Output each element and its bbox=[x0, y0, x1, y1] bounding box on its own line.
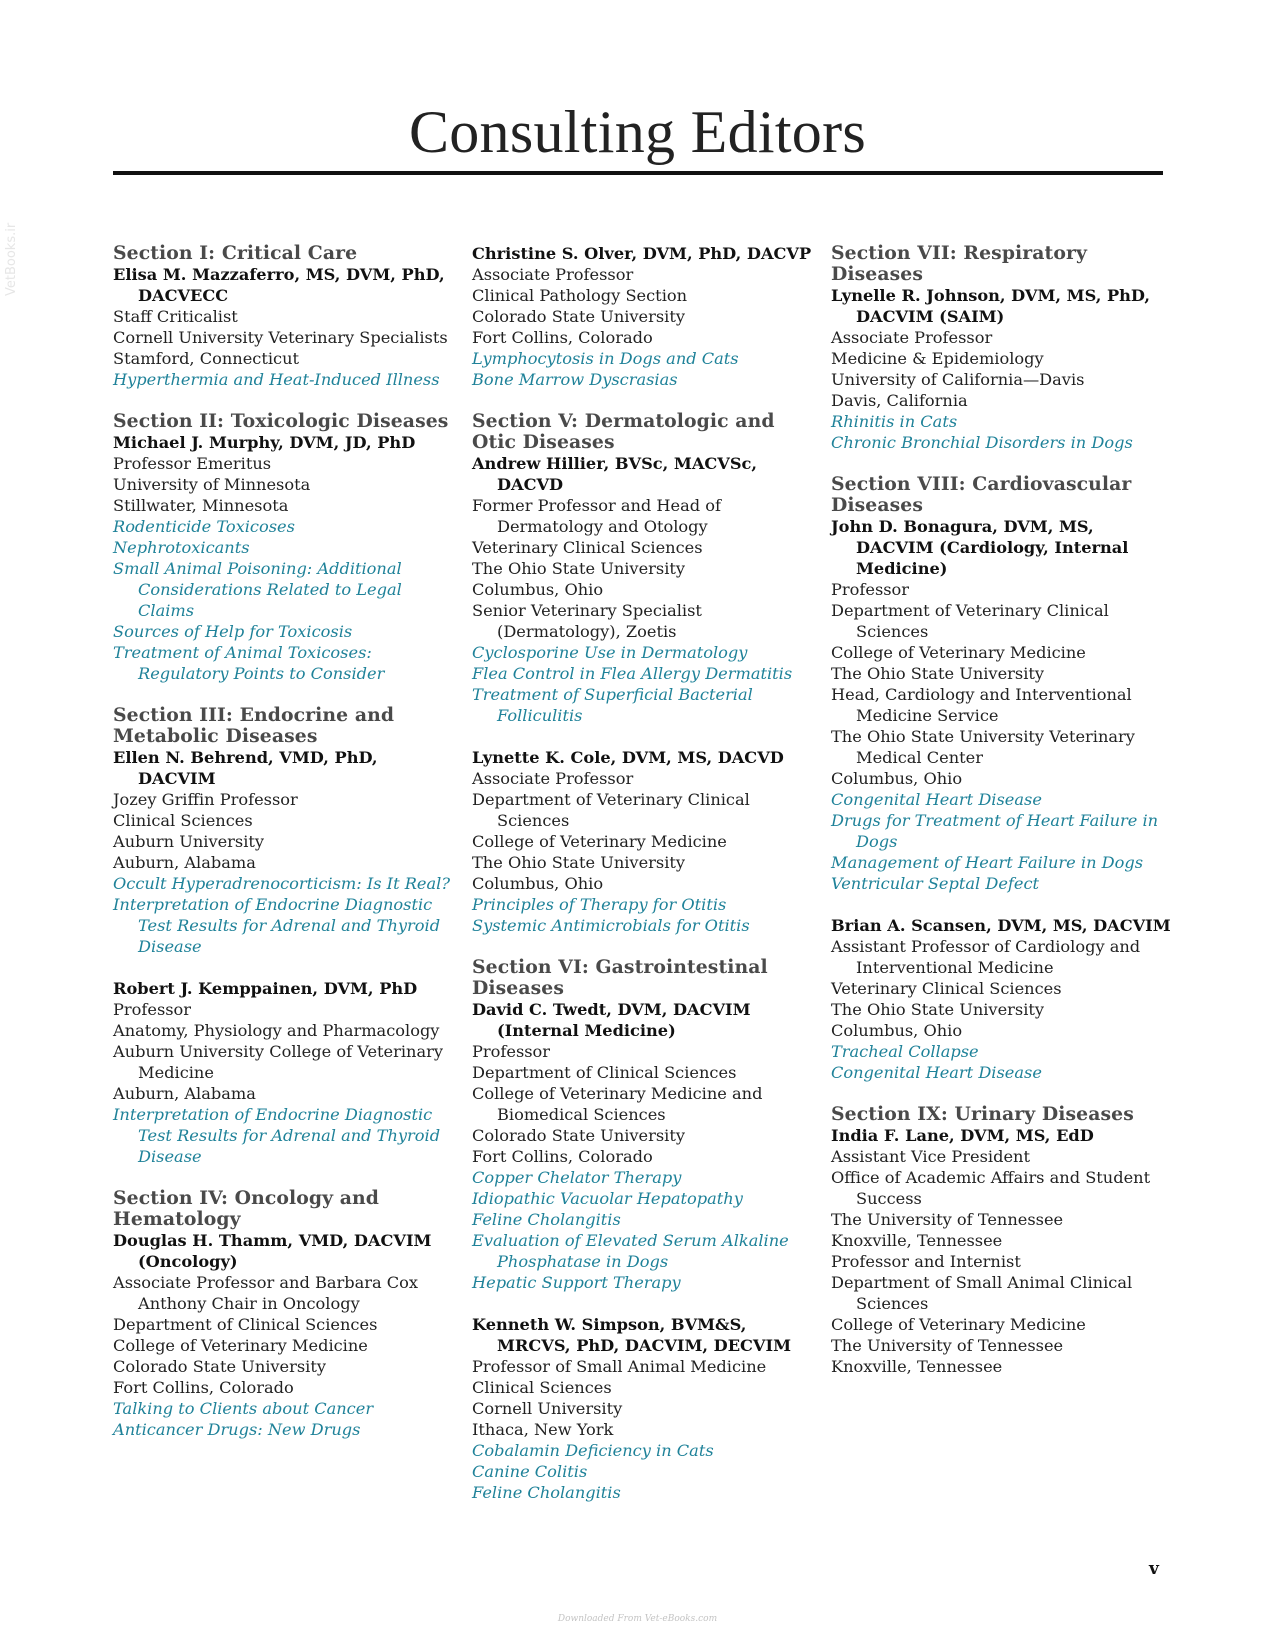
spacer bbox=[831, 453, 1176, 474]
spacer bbox=[831, 1083, 1176, 1104]
affiliation-line: Professor bbox=[113, 1000, 192, 1019]
affiliation-line: Clinical Sciences bbox=[472, 1378, 612, 1397]
affiliation-line: Davis, California bbox=[831, 391, 968, 410]
editor-name: Michael J. Murphy, DVM, JD, PhD bbox=[113, 433, 416, 452]
editors-column-2 bbox=[472, 243, 817, 1503]
affiliation-line: Associate Professor bbox=[831, 328, 993, 347]
editor-name: Lynette K. Cole, DVM, MS, DACVD bbox=[472, 748, 784, 767]
affiliation-line: Assistant Vice President bbox=[831, 1147, 1030, 1166]
affiliation-line: Associate Professor bbox=[472, 265, 634, 284]
affiliation-line: Department of Veterinary Clinical Sciences bbox=[472, 790, 750, 830]
spacer bbox=[113, 957, 458, 978]
editor-name: Robert J. Kemppainen, DVM, PhD bbox=[113, 979, 418, 998]
affiliation-line: Colorado State University bbox=[472, 1126, 686, 1145]
editor-name: Ellen N. Behrend, VMD, PhD, DACVIM bbox=[113, 748, 378, 788]
editor-name: Kenneth W. Simpson, BVM&S, MRCVS, PhD, DACVIM, DECVIM bbox=[472, 1315, 791, 1355]
affiliation-line: Department of Clinical Sciences bbox=[113, 1315, 378, 1334]
affiliation-line: Head, Cardiology and Interventional Medicine Service bbox=[831, 685, 1132, 725]
chapter-link[interactable]: Drugs for Treatment of Heart Failure in Dogs bbox=[831, 811, 1159, 851]
affiliation-line: Columbus, Ohio bbox=[831, 769, 963, 788]
affiliation-line: College of Veterinary Medicine bbox=[472, 832, 727, 851]
affiliation-line: Jozey Griffin Professor bbox=[113, 790, 298, 809]
section-heading: Section VIII: Cardiovascular Diseases bbox=[831, 473, 1132, 516]
chapter-link[interactable]: Treatment of Superficial Bacterial Folliculitis bbox=[472, 685, 753, 725]
affiliation-line: Office of Academic Affairs and Student Success bbox=[831, 1168, 1151, 1208]
chapter-link[interactable]: Canine Colitis bbox=[472, 1462, 588, 1481]
chapter-link[interactable]: Idiopathic Vacuolar Hepatopathy bbox=[472, 1189, 743, 1208]
affiliation-line: College of Veterinary Medicine and Biomedical Sciences bbox=[472, 1084, 763, 1124]
chapter-link[interactable]: Rhinitis in Cats bbox=[831, 412, 958, 431]
editors-column-3 bbox=[831, 243, 1176, 1377]
chapter-link[interactable]: Congenital Heart Disease bbox=[831, 790, 1042, 809]
spacer bbox=[831, 894, 1176, 915]
chapter-link[interactable]: Congenital Heart Disease bbox=[831, 1063, 1042, 1082]
affiliation-line: Medicine & Epidemiology bbox=[831, 349, 1044, 368]
editor-name: Lynelle R. Johnson, DVM, MS, PhD, DACVIM (SAIM) bbox=[831, 286, 1151, 326]
chapter-link[interactable]: Feline Cholangitis bbox=[472, 1483, 621, 1502]
affiliation-line: Professor Emeritus bbox=[113, 454, 272, 473]
affiliation-line: The University of Tennessee bbox=[831, 1210, 1064, 1229]
editors-column-1 bbox=[113, 243, 458, 1440]
affiliation-line: Anatomy, Physiology and Pharmacology bbox=[113, 1021, 440, 1040]
chapter-link[interactable]: Feline Cholangitis bbox=[472, 1210, 621, 1229]
chapter-link[interactable]: Chronic Bronchial Disorders in Dogs bbox=[831, 433, 1133, 452]
affiliation-line: Knoxville, Tennessee bbox=[831, 1231, 1003, 1250]
chapter-link[interactable]: Nephrotoxicants bbox=[113, 538, 250, 557]
editor-name: John D. Bonagura, DVM, MS, DACVIM (Cardiology, Internal Medicine) bbox=[831, 517, 1129, 578]
affiliation-line: Department of Veterinary Clinical Sciences bbox=[831, 601, 1109, 641]
affiliation-line: The Ohio State University bbox=[831, 1000, 1045, 1019]
chapter-link[interactable]: Evaluation of Elevated Serum Alkaline Phosphatase in Dogs bbox=[472, 1231, 789, 1271]
spacer bbox=[472, 726, 817, 747]
chapter-link[interactable]: Anticancer Drugs: New Drugs bbox=[113, 1420, 361, 1439]
editor-name: Andrew Hillier, BVSc, MACVSc, DACVD bbox=[472, 454, 758, 494]
spacer bbox=[113, 1167, 458, 1188]
spacer bbox=[472, 936, 817, 957]
editor-name: Brian A. Scansen, DVM, MS, DACVIM bbox=[831, 916, 1171, 935]
chapter-link[interactable]: Talking to Clients about Cancer bbox=[113, 1399, 374, 1418]
chapter-link[interactable]: Small Animal Poisoning: Additional Considerations Related to Legal Claims bbox=[113, 559, 402, 620]
affiliation-line: Columbus, Ohio bbox=[831, 1021, 963, 1040]
chapter-link[interactable]: Systemic Antimicrobials for Otitis bbox=[472, 916, 750, 935]
affiliation-line: Auburn University College of Veterinary Medicine bbox=[113, 1042, 443, 1082]
affiliation-line: Former Professor and Head of Dermatology and Otology bbox=[472, 496, 722, 536]
affiliation-line: Knoxville, Tennessee bbox=[831, 1357, 1003, 1376]
section-heading: Section IV: Oncology and Hematology bbox=[113, 1187, 379, 1230]
editor-name: Douglas H. Thamm, VMD, DACVIM (Oncology) bbox=[113, 1231, 432, 1271]
affiliation-line: The Ohio State University bbox=[472, 559, 686, 578]
affiliation-line: Fort Collins, Colorado bbox=[472, 328, 653, 347]
affiliation-line: Assistant Professor of Cardiology and Interventional Medicine bbox=[831, 937, 1141, 977]
section-heading: Section V: Dermatologic and Otic Diseases bbox=[472, 410, 775, 453]
affiliation-line: Professor of Small Animal Medicine bbox=[472, 1357, 767, 1376]
watermark-text: VetBooks.ir bbox=[4, 222, 19, 296]
editor-name: David C. Twedt, DVM, DACVIM (Internal Medicine) bbox=[472, 1000, 751, 1040]
chapter-link[interactable]: Hyperthermia and Heat-Induced Illness bbox=[113, 370, 440, 389]
affiliation-line: Auburn, Alabama bbox=[113, 1084, 256, 1103]
download-source-note: Downloaded From Vet-eBooks.com bbox=[557, 1614, 718, 1624]
section-heading: Section I: Critical Care bbox=[113, 242, 358, 264]
editor-name: Christine S. Olver, DVM, PhD, DACVP bbox=[472, 244, 812, 263]
affiliation-line: Associate Professor bbox=[472, 769, 634, 788]
affiliation-line: Stamford, Connecticut bbox=[113, 349, 300, 368]
editor-name: Elisa M. Mazzaferro, MS, DVM, PhD, DACVECC bbox=[113, 265, 445, 305]
affiliation-line: Auburn University bbox=[113, 832, 265, 851]
chapter-link[interactable]: Flea Control in Flea Allergy Dermatitis bbox=[472, 664, 793, 683]
chapter-link[interactable]: Cobalamin Deficiency in Cats bbox=[472, 1441, 714, 1460]
chapter-link[interactable]: Management of Heart Failure in Dogs bbox=[831, 853, 1144, 872]
page-title: Consulting Editors bbox=[408, 99, 867, 165]
affiliation-line: Professor bbox=[472, 1042, 551, 1061]
affiliation-line: Stillwater, Minnesota bbox=[113, 496, 289, 515]
affiliation-line: Columbus, Ohio bbox=[472, 874, 604, 893]
affiliation-line: Colorado State University bbox=[472, 307, 686, 326]
affiliation-line: University of Minnesota bbox=[113, 475, 311, 494]
affiliation-line: Colorado State University bbox=[113, 1357, 327, 1376]
chapter-link[interactable]: Treatment of Animal Toxicoses: Regulatory Points to Consider bbox=[113, 643, 385, 683]
chapter-link[interactable]: Interpretation of Endocrine Diagnostic Test Results for Adrenal and Thyroid Disease bbox=[113, 895, 441, 956]
title-rule bbox=[113, 171, 1163, 175]
spacer bbox=[113, 390, 458, 411]
editor-name: India F. Lane, DVM, MS, EdD bbox=[831, 1126, 1094, 1145]
affiliation-line: Professor bbox=[831, 580, 910, 599]
chapter-link[interactable]: Hepatic Support Therapy bbox=[472, 1273, 681, 1292]
chapter-link[interactable]: Bone Marrow Dyscrasias bbox=[472, 370, 678, 389]
affiliation-line: Veterinary Clinical Sciences bbox=[472, 538, 703, 557]
spacer bbox=[472, 1293, 817, 1314]
affiliation-line: Professor and Internist bbox=[831, 1252, 1021, 1271]
affiliation-line: Associate Professor and Barbara Cox Anthony Chair in Oncology bbox=[113, 1273, 419, 1313]
spacer bbox=[113, 684, 458, 705]
affiliation-line: Clinical Pathology Section bbox=[472, 286, 688, 305]
affiliation-line: College of Veterinary Medicine bbox=[831, 1315, 1086, 1334]
affiliation-line: College of Veterinary Medicine bbox=[831, 643, 1086, 662]
chapter-link[interactable]: Interpretation of Endocrine Diagnostic Test Results for Adrenal and Thyroid Disease bbox=[113, 1105, 441, 1166]
affiliation-line: Department of Small Animal Clinical Sciences bbox=[831, 1273, 1133, 1313]
affiliation-line: Ithaca, New York bbox=[472, 1420, 614, 1439]
affiliation-line: Staff Criticalist bbox=[113, 307, 238, 326]
affiliation-line: Senior Veterinary Specialist (Dermatology), Zoetis bbox=[472, 601, 702, 641]
affiliation-line: University of California—Davis bbox=[831, 370, 1085, 389]
affiliation-line: The Ohio State University bbox=[831, 664, 1045, 683]
chapter-link[interactable]: Cyclosporine Use in Dermatology bbox=[472, 643, 748, 662]
chapter-link[interactable]: Lymphocytosis in Dogs and Cats bbox=[472, 349, 739, 368]
chapter-link[interactable]: Principles of Therapy for Otitis bbox=[472, 895, 727, 914]
spacer bbox=[472, 390, 817, 411]
affiliation-line: Cornell University bbox=[472, 1399, 623, 1418]
affiliation-line: College of Veterinary Medicine bbox=[113, 1336, 368, 1355]
page-number: v bbox=[1149, 1559, 1159, 1579]
chapter-link[interactable]: Ventricular Septal Defect bbox=[831, 874, 1040, 893]
section-heading: Section IX: Urinary Diseases bbox=[831, 1103, 1134, 1125]
affiliation-line: Fort Collins, Colorado bbox=[113, 1378, 294, 1397]
chapter-link[interactable]: Sources of Help for Toxicosis bbox=[113, 622, 353, 641]
chapter-link[interactable]: Occult Hyperadrenocorticism: Is It Real? bbox=[113, 874, 450, 893]
affiliation-line: Fort Collins, Colorado bbox=[472, 1147, 653, 1166]
chapter-link[interactable]: Copper Chelator Therapy bbox=[472, 1168, 682, 1187]
affiliation-line: Columbus, Ohio bbox=[472, 580, 604, 599]
affiliation-line: The University of Tennessee bbox=[831, 1336, 1064, 1355]
chapter-link[interactable]: Rodenticide Toxicoses bbox=[113, 517, 295, 536]
section-heading: Section II: Toxicologic Diseases bbox=[113, 410, 449, 432]
affiliation-line: Department of Clinical Sciences bbox=[472, 1063, 737, 1082]
section-heading: Section III: Endocrine and Metabolic Diseases bbox=[113, 704, 395, 747]
affiliation-line: Clinical Sciences bbox=[113, 811, 253, 830]
affiliation-line: The Ohio State University Veterinary Medical Center bbox=[831, 727, 1135, 767]
affiliation-line: Cornell University Veterinary Specialists bbox=[113, 328, 448, 347]
affiliation-line: The Ohio State University bbox=[472, 853, 686, 872]
affiliation-line: Auburn, Alabama bbox=[113, 853, 256, 872]
affiliation-line: Veterinary Clinical Sciences bbox=[831, 979, 1062, 998]
chapter-link[interactable]: Tracheal Collapse bbox=[831, 1042, 979, 1061]
section-heading: Section VII: Respiratory Diseases bbox=[831, 242, 1087, 285]
section-heading: Section VI: Gastrointestinal Diseases bbox=[472, 956, 768, 999]
